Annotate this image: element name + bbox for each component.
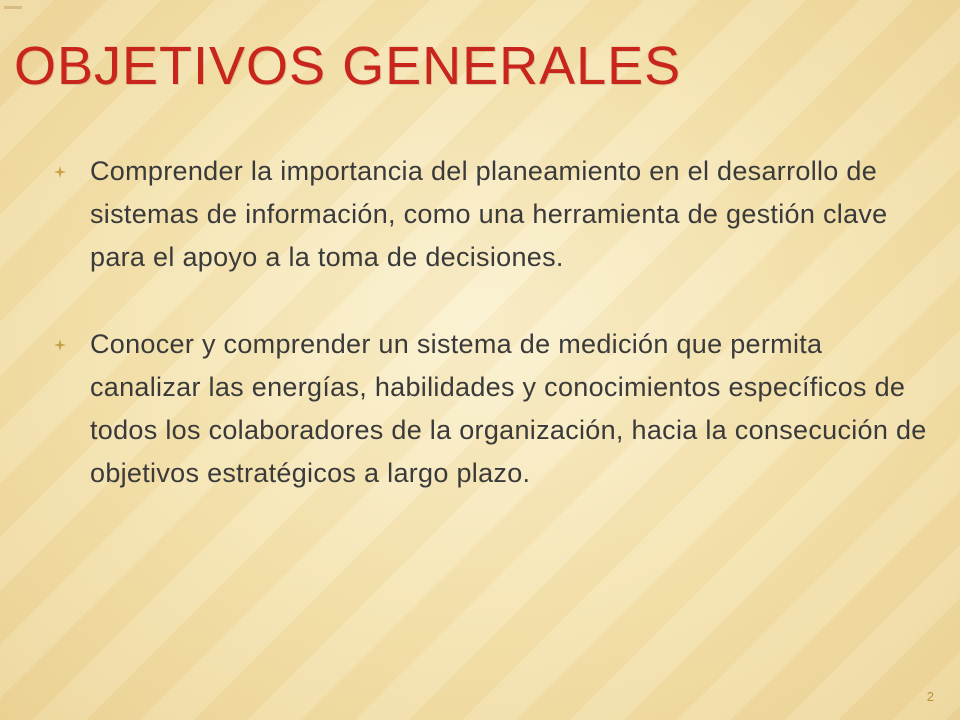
slide-body bbox=[50, 150, 930, 539]
bullet-item bbox=[50, 150, 930, 279]
bullet-text: Conocer y comprender un sistema de medición que permita canalizar las energías, habilidades y conocimientos específicos de todos los colaboradores de la organización, hacia la consecución de objetivos estratégicos a largo plazo. bbox=[90, 329, 927, 488]
slide-title: OBJETIVOS GENERALES bbox=[14, 36, 682, 96]
bullet-item bbox=[50, 323, 930, 495]
diamond-star-bullet-icon bbox=[54, 166, 66, 178]
diamond-star-bullet-icon bbox=[54, 339, 66, 351]
page-number: 2 bbox=[926, 689, 934, 704]
bullet-text: Comprender la importancia del planeamiento en el desarrollo de sistemas de información, como una herramienta de gestión clave para el apoyo a la toma de decisiones. bbox=[90, 156, 888, 272]
